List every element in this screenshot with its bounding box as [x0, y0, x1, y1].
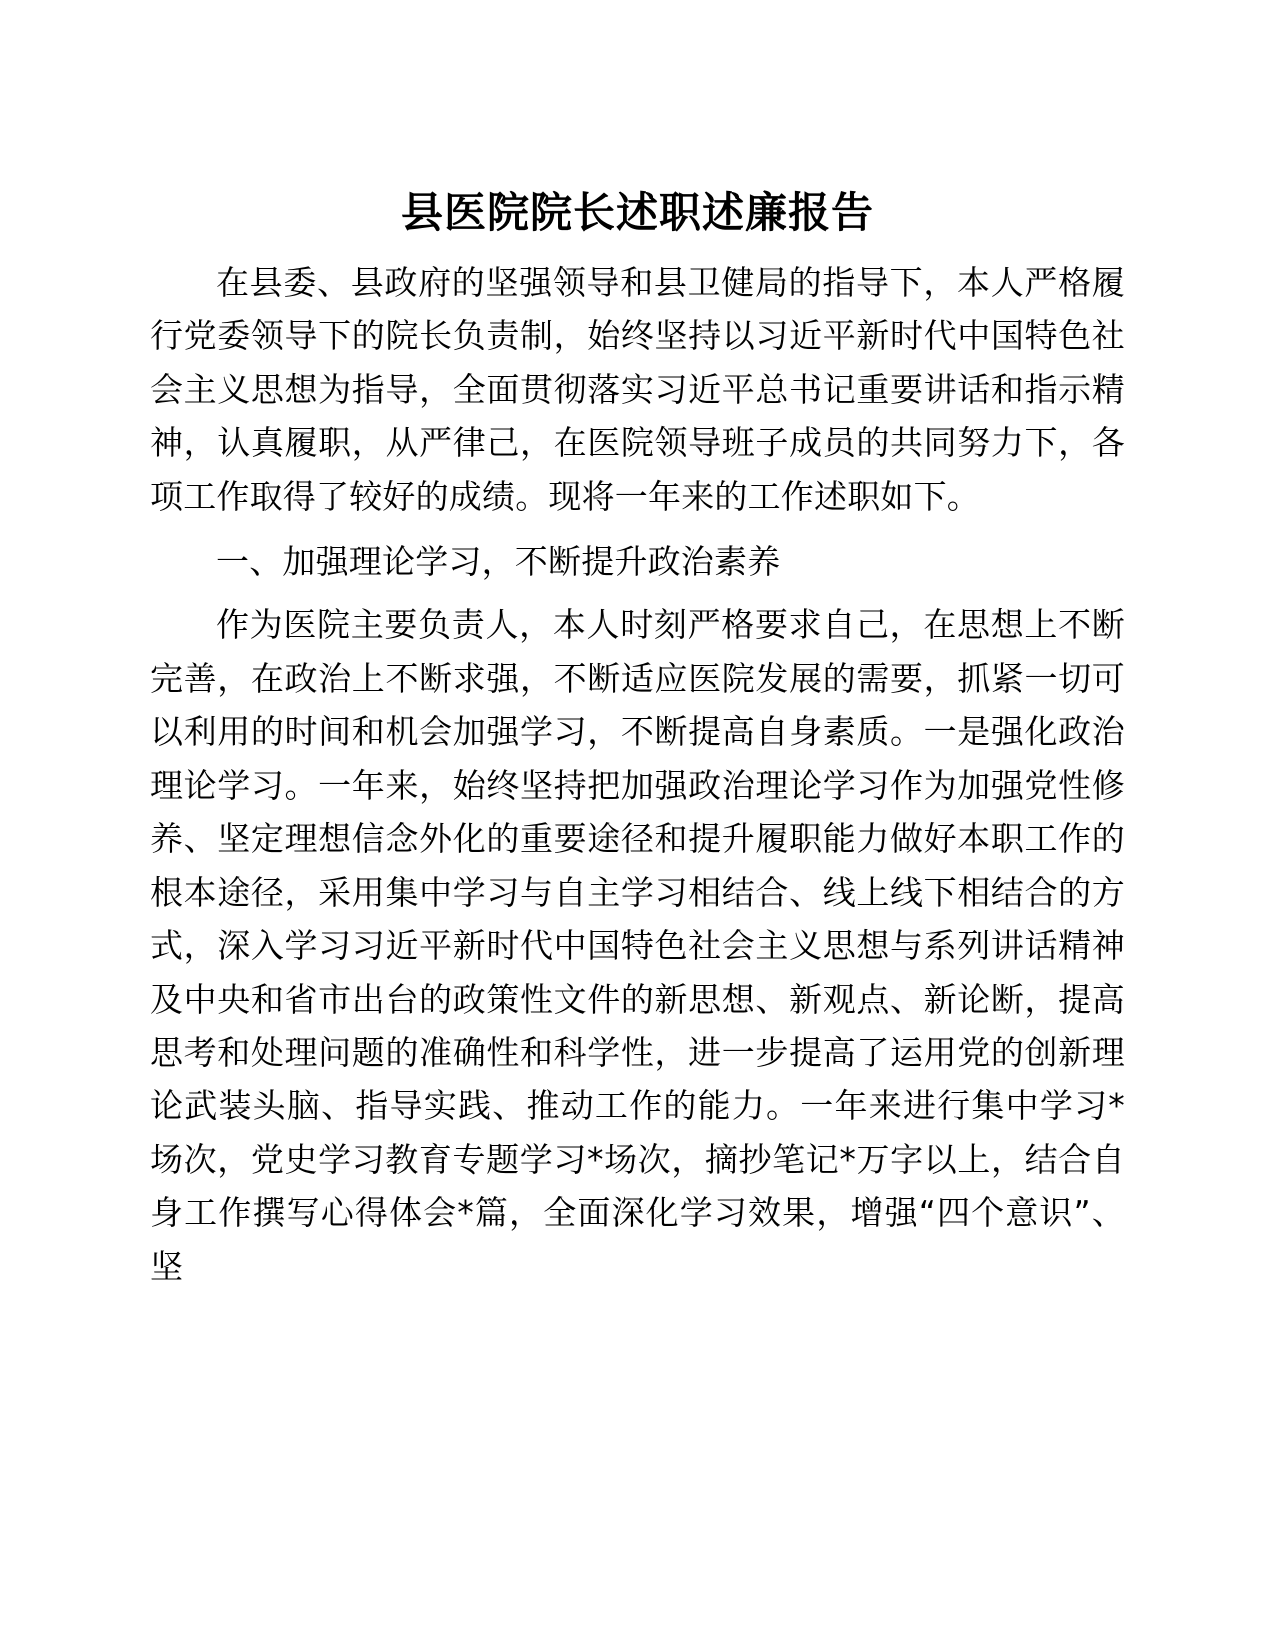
page-title: 县医院院长述职述廉报告: [400, 188, 874, 237]
section-heading-1: 一、加强理论学习，不断提升政治素养: [216, 541, 781, 581]
paragraph-section-1-body: 作为医院主要负责人，本人时刻严格要求自己，在思想上不断完善，在政治上不断求强，不断适应医院发展的需要，抓紧一切可以利用的时间和机会加强学习，不断提高自身素质。一是强化政治理论学习。一年来，始终坚持把加强政治理论学习作为加强党性修养、坚定理想信念外化的重要途径和提升履职能力做好本职工作的根本途径，采用集中学习与自主学习相结合、线上线下相结合的方式，深入学习习近平新时代中国特色社会主义思想与系列讲话精神及中央和省市出台的政策性文件的新思想、新观点、新论断，提高思考和处理问题的准确性和科学性，进一步提高了运用党的创新理论武装头脑、指导实践、推动工作的能力。一年来进行集中学习*场次，党史学习教育专题学习*场次，摘抄笔记*万字以上，结合自身工作撰写心得体会*篇，全面深化学习效果，增强“四个意识”、坚: [150, 605, 1125, 1286]
paragraph-intro: 在县委、县政府的坚强领导和县卫健局的指导下，本人严格履行党委领导下的院长负责制，始终坚持以习近平新时代中国特色社会主义思想为指导，全面贯彻落实习近平总书记重要讲话和指示精神，认真履职，从严律己，在医院领导班子成员的共同努力下，各项工作取得了较好的成绩。现将一年来的工作述职如下。: [150, 262, 1125, 516]
